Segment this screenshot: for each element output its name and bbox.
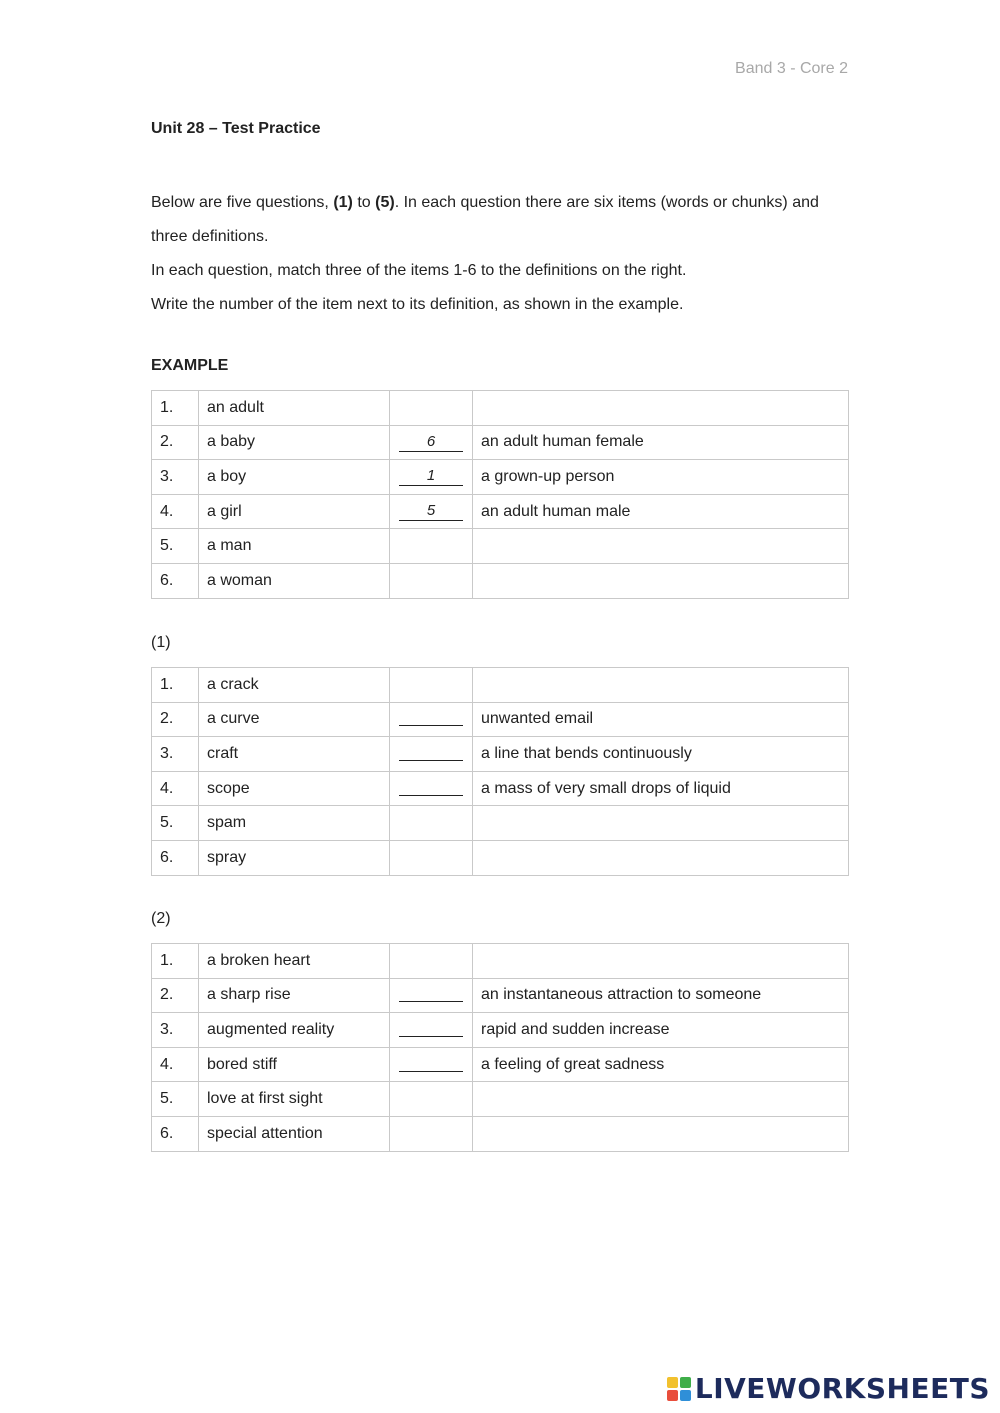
instructions-text: Below are five questions,: [151, 194, 334, 211]
question-2-table: [151, 943, 849, 1152]
definition-text: rapid and sudden increase: [473, 1013, 849, 1048]
logo-mark-icon: [667, 1377, 691, 1401]
definition-text: a feeling of great sadness: [473, 1047, 849, 1082]
definition-text: [473, 1116, 849, 1151]
instructions-line-3: Write the number of the item next to its definition, as shown in the example.: [151, 296, 684, 313]
logo-text: LIVEWORKSHEETS: [694, 1372, 990, 1405]
answer-cell: [390, 460, 473, 495]
answer-blank: 6: [399, 433, 463, 452]
table-row: [152, 1047, 849, 1082]
logo-square: [667, 1390, 678, 1401]
instructions-line-2: In each question, match three of the items 1-6 to the definitions on the right.: [151, 262, 687, 279]
answer-cell: [390, 840, 473, 875]
item-text: a woman: [199, 563, 390, 598]
answer-cell: [390, 702, 473, 737]
item-number: 6.: [152, 563, 199, 598]
definition-text: [473, 944, 849, 979]
example-label: EXAMPLE: [151, 357, 229, 374]
answer-cell: [390, 425, 473, 460]
answer-cell: [390, 668, 473, 703]
item-text: a girl: [199, 494, 390, 529]
item-number: 5.: [152, 1082, 199, 1117]
question-1-label: (1): [151, 634, 171, 651]
answer-cell: [390, 944, 473, 979]
answer-blank[interactable]: [399, 742, 463, 761]
item-number: 6.: [152, 1116, 199, 1151]
item-number: 1.: [152, 391, 199, 426]
table-row: [152, 668, 849, 703]
table-row: [152, 391, 849, 426]
table-row: [152, 425, 849, 460]
table-row: [152, 840, 849, 875]
answer-cell: [390, 563, 473, 598]
item-number: 2.: [152, 978, 199, 1013]
table-row: [152, 1013, 849, 1048]
answer-cell: [390, 1013, 473, 1048]
table-row: [152, 563, 849, 598]
instructions-text: to: [352, 194, 376, 211]
definition-text: a mass of very small drops of liquid: [473, 771, 849, 806]
item-text: a crack: [199, 668, 390, 703]
answer-cell: [390, 806, 473, 841]
instructions-text: . In each question there are six items (words or chunks) and three definitions.: [151, 194, 819, 245]
answer-blank[interactable]: [399, 1018, 463, 1037]
definition-text: an instantaneous attraction to someone: [473, 978, 849, 1013]
liveworksheets-logo: [667, 1372, 990, 1405]
table-row: [152, 702, 849, 737]
example-table: [151, 390, 849, 599]
item-number: 4.: [152, 771, 199, 806]
definition-text: [473, 668, 849, 703]
definition-text: [473, 563, 849, 598]
item-text: bored stiff: [199, 1047, 390, 1082]
instructions-bold-end: (5): [375, 194, 395, 211]
item-number: 3.: [152, 460, 199, 495]
item-text: scope: [199, 771, 390, 806]
item-text: special attention: [199, 1116, 390, 1151]
logo-square: [680, 1390, 691, 1401]
instructions-line-1: [151, 186, 851, 254]
item-number: 5.: [152, 529, 199, 564]
answer-cell: [390, 978, 473, 1013]
table-row: [152, 1082, 849, 1117]
item-number: 6.: [152, 840, 199, 875]
answer-blank[interactable]: [399, 983, 463, 1002]
item-text: a man: [199, 529, 390, 564]
answer-cell: [390, 391, 473, 426]
table-row: [152, 1116, 849, 1151]
item-number: 4.: [152, 1047, 199, 1082]
answer-blank: 5: [399, 502, 463, 521]
table-row: [152, 806, 849, 841]
table-row: [152, 978, 849, 1013]
item-number: 3.: [152, 737, 199, 772]
item-number: 4.: [152, 494, 199, 529]
item-text: an adult: [199, 391, 390, 426]
definition-text: a line that bends continuously: [473, 737, 849, 772]
definition-text: [473, 806, 849, 841]
answer-cell: [390, 1082, 473, 1117]
answer-blank[interactable]: [399, 777, 463, 796]
question-2-label: (2): [151, 910, 171, 927]
instructions: [151, 186, 851, 322]
definition-text: [473, 391, 849, 426]
table-row: [152, 460, 849, 495]
definition-text: an adult human male: [473, 494, 849, 529]
definition-text: an adult human female: [473, 425, 849, 460]
item-text: love at first sight: [199, 1082, 390, 1117]
item-number: 1.: [152, 944, 199, 979]
question-1-table: [151, 667, 849, 876]
item-text: a curve: [199, 702, 390, 737]
answer-cell: [390, 529, 473, 564]
item-text: a baby: [199, 425, 390, 460]
answer-blank[interactable]: [399, 707, 463, 726]
page-title: Unit 28 – Test Practice: [151, 120, 321, 137]
item-text: a boy: [199, 460, 390, 495]
item-number: 3.: [152, 1013, 199, 1048]
table-row: [152, 529, 849, 564]
table-row: [152, 494, 849, 529]
table-row: [152, 737, 849, 772]
item-text: spray: [199, 840, 390, 875]
item-number: 2.: [152, 702, 199, 737]
header-band-label: Band 3 - Core 2: [735, 60, 848, 77]
definition-text: unwanted email: [473, 702, 849, 737]
item-number: 5.: [152, 806, 199, 841]
logo-square: [680, 1377, 691, 1388]
item-text: craft: [199, 737, 390, 772]
answer-cell: [390, 494, 473, 529]
instructions-bold-start: (1): [333, 194, 353, 211]
item-text: a sharp rise: [199, 978, 390, 1013]
item-number: 2.: [152, 425, 199, 460]
answer-cell: [390, 771, 473, 806]
table-row: [152, 771, 849, 806]
definition-text: [473, 529, 849, 564]
definition-text: [473, 1082, 849, 1117]
answer-blank: 1: [399, 467, 463, 486]
item-text: augmented reality: [199, 1013, 390, 1048]
item-text: spam: [199, 806, 390, 841]
logo-square: [667, 1377, 678, 1388]
item-number: 1.: [152, 668, 199, 703]
definition-text: [473, 840, 849, 875]
answer-cell: [390, 737, 473, 772]
answer-cell: [390, 1116, 473, 1151]
answer-blank[interactable]: [399, 1053, 463, 1072]
item-text: a broken heart: [199, 944, 390, 979]
answer-cell: [390, 1047, 473, 1082]
table-row: [152, 944, 849, 979]
definition-text: a grown-up person: [473, 460, 849, 495]
